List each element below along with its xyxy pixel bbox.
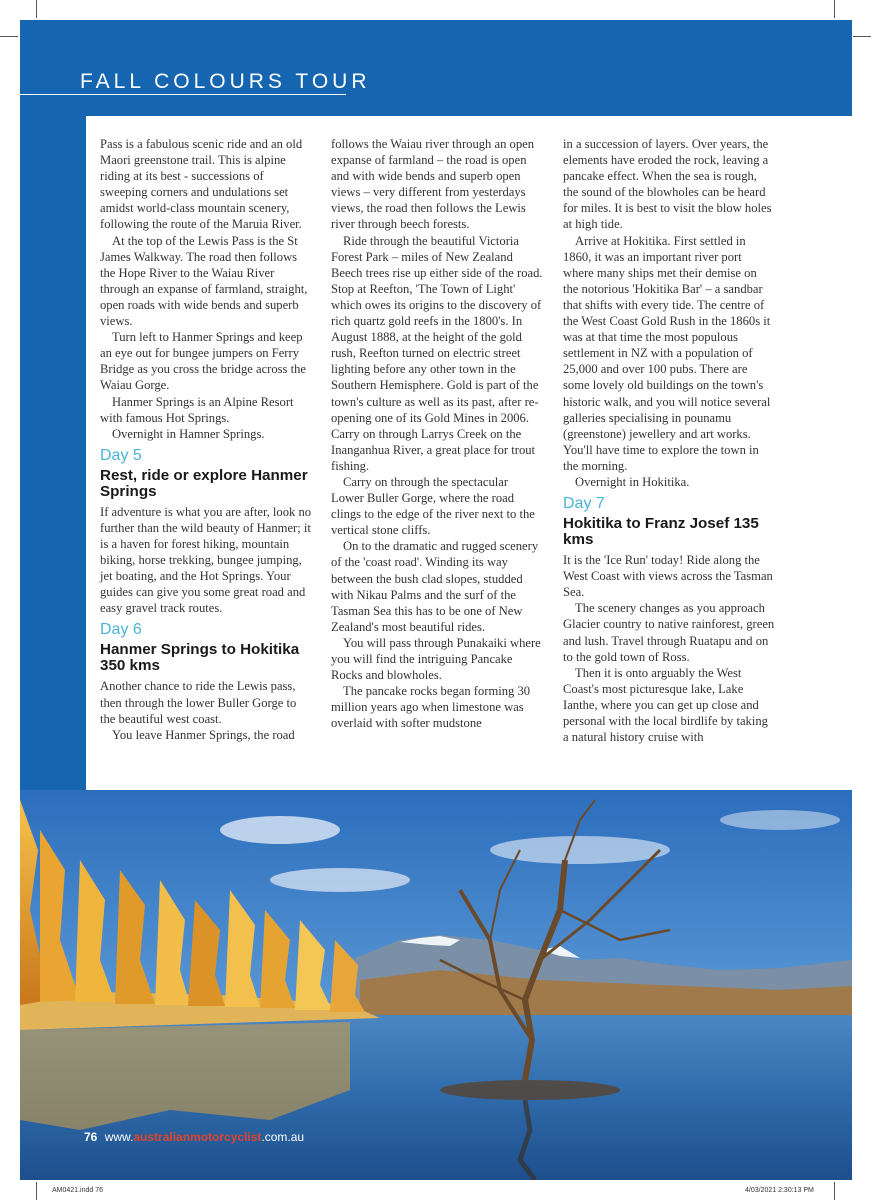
paragraph: You will pass through Punakaiki where you will find the intriguing Pancake Rocks and blowholes. bbox=[331, 635, 541, 683]
website-name[interactable]: australianmotorcyclist bbox=[133, 1130, 262, 1144]
page-number: 76 bbox=[84, 1130, 98, 1144]
crop-mark bbox=[853, 36, 871, 37]
paragraph: Ride through the beautiful Victoria Forest Park – miles of New Zealand Beech trees rise up either side of the road. Stop at Reefton, 'The Town of Light' which owes its origins to the discovery of rich quartz gold reefs in the 1800's. In August 1888, at the height of the gold rush, Reefton turned on electric street lighting before any other town in the Southern Hemisphere. Gold is part of the town's culture as well as its past, after re-opening one of its Gold Mines in 2006. Carry on through Larrys Creek on the Inanganhua River, a great place for trout fishing. bbox=[331, 233, 543, 473]
paragraph: in a succession of layers. Over years, the elements have eroded the rock, leaving a pancake effect. When the sea is rough, the sound of the blowholes can be heard for miles. It is best to visit the blow holes at high tide. bbox=[563, 137, 772, 232]
paragraph: If adventure is what you are after, look no further than the wild beauty of Hanmer; it is a haven for forest hiking, mountain biking, horse trekking, bungee jumping, jet boating, and the Hot Springs. Your guides can give you some great road and easy gravel track routes. bbox=[100, 504, 312, 616]
day-6-label: Day 6 bbox=[100, 621, 142, 639]
paragraph: Turn left to Hanmer Springs and keep an eye out for bungee jumpers on Ferry Bridge as you cross the bridge across the Waiau Gorge. bbox=[100, 330, 306, 393]
paragraph: Overnight in Hokitika. bbox=[575, 474, 690, 489]
landscape-illustration bbox=[20, 790, 852, 1180]
day-7-heading: Hokitika to Franz Josef 135 kms bbox=[563, 515, 759, 549]
text-column-3 bbox=[563, 136, 775, 745]
paragraph: On to the dramatic and rugged scenery of the 'coast road'. Winding its way between the bush clad slopes, studded with Nikau Palms and the surf of the Tasman Sea this has to be one of New Zealand's most beautiful rides. bbox=[331, 539, 539, 634]
paragraph: Another chance to ride the Lewis pass, then through the lower Buller Gorge to the beautiful west coast. bbox=[100, 679, 297, 726]
article-text-panel bbox=[86, 116, 852, 790]
day-6-heading: Hanmer Springs to Hokitika 350 kms bbox=[100, 641, 300, 675]
lake-wanaka-photo bbox=[20, 790, 852, 1180]
day-5-label: Day 5 bbox=[100, 446, 142, 464]
paragraph: Hanmer Springs is an Alpine Resort with famous Hot Springs. bbox=[100, 394, 294, 425]
paragraph: Overnight in Hamner Springs. bbox=[112, 426, 265, 441]
crop-mark bbox=[36, 0, 37, 18]
text-column-1 bbox=[100, 136, 312, 743]
crop-mark bbox=[36, 1182, 37, 1200]
print-slug-timestamp: 4/03/2021 2:30:13 PM bbox=[745, 1187, 814, 1194]
paragraph: It is the 'Ice Run' today! Ride along the West Coast with views across the Tasman Sea. bbox=[563, 553, 773, 600]
paragraph: follows the Waiau river through an open expanse of farmland – the road is open and with wide bends and superb open views – very different from yesterdays views, the road then follows the Lewis river through beech forests. bbox=[331, 137, 534, 232]
paragraph: Carry on through the spectacular Lower Buller Gorge, where the road clings to the edge of the river next to the vertical stone cliffs. bbox=[331, 474, 535, 538]
paragraph: You leave Hanmer Springs, the road bbox=[112, 727, 295, 742]
print-slug-file: AM0421.indd 76 bbox=[52, 1187, 103, 1194]
crop-mark bbox=[834, 0, 835, 18]
paragraph: The pancake rocks began forming 30 million years ago when limestone was overlaid with softer mudstone bbox=[331, 684, 531, 731]
title-underline bbox=[20, 94, 346, 95]
paragraph: At the top of the Lewis Pass is the St James Walkway. The road then follows the Hope River to the Waiau River through an expanse of farmland, straight, open roads with wide bends and superb views. bbox=[100, 233, 308, 329]
crop-mark bbox=[0, 36, 18, 37]
section-title: FALL COLOURS TOUR bbox=[80, 70, 371, 93]
day-5-heading: Rest, ride or explore Hanmer Springs bbox=[100, 466, 308, 500]
page-folio bbox=[84, 1130, 304, 1144]
day-7-label: Day 7 bbox=[563, 495, 605, 513]
website-suffix[interactable]: .com.au bbox=[261, 1130, 305, 1144]
paragraph: Arrive at Hokitika. First settled in 1860, it was an important river port where many ships met their demise on the notorious 'Hokitika Bar' – a sandbar that shifts with every tide. The centre of the West Coast Gold Rush in the 1860s it was at that time the most populous settlement in NZ with a population of 25,000 and over 100 pubs. There are some lovely old buildings on the town's historic walk, and you will notice several galleries specialising in pounamu (greenstone) jewellery and art works. You'll have time to explore the town in the morning. bbox=[563, 233, 771, 473]
crop-mark bbox=[834, 1182, 835, 1200]
website-prefix[interactable]: www. bbox=[104, 1130, 134, 1144]
text-column-2 bbox=[331, 136, 543, 731]
paragraph: Then it is onto arguably the West Coast's most picturesque lake, Lake Ianthe, where you can get up close and personal with the local birdlife by taking a natural history cruise with bbox=[563, 665, 768, 745]
paragraph: The scenery changes as you approach Glacier country to native rainforest, green and lush. Travel through Ruatapu and on to the gold town of Ross. bbox=[563, 601, 775, 664]
paragraph: Pass is a fabulous scenic ride and an old Maori greenstone trail. This is alpine riding at its best - successions of sweeping corners and undulations set amidst world-class mountain scenery, following the route of the Maruia River. bbox=[100, 137, 303, 232]
